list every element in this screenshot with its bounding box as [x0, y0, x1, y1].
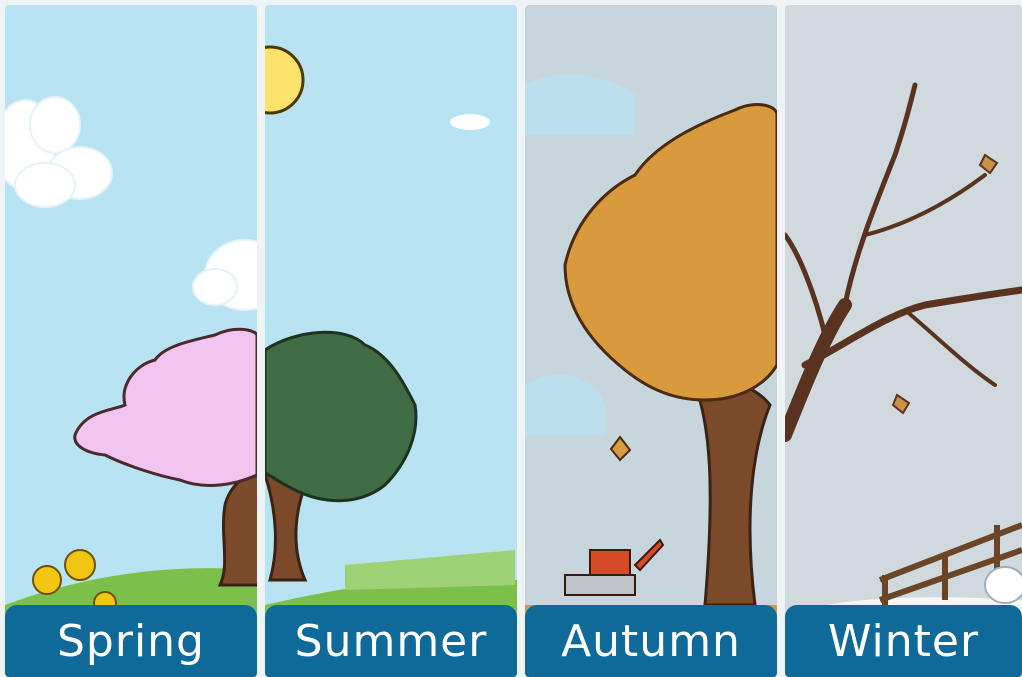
panel-spring — [5, 5, 257, 677]
autumn-scene — [525, 5, 777, 677]
cloud-icon — [450, 114, 490, 130]
panel-summer — [265, 5, 517, 677]
snow-bush-icon — [985, 567, 1022, 603]
summer-scene — [265, 5, 517, 677]
panel-autumn — [525, 5, 777, 677]
spring-scene — [5, 5, 257, 677]
winter-scene — [785, 5, 1022, 677]
season-label-spring: Spring — [5, 605, 257, 677]
season-label-summer: Summer — [265, 605, 517, 677]
season-label-autumn: Autumn — [525, 605, 777, 677]
panel-winter — [785, 5, 1022, 677]
season-label-winter: Winter — [785, 605, 1022, 677]
